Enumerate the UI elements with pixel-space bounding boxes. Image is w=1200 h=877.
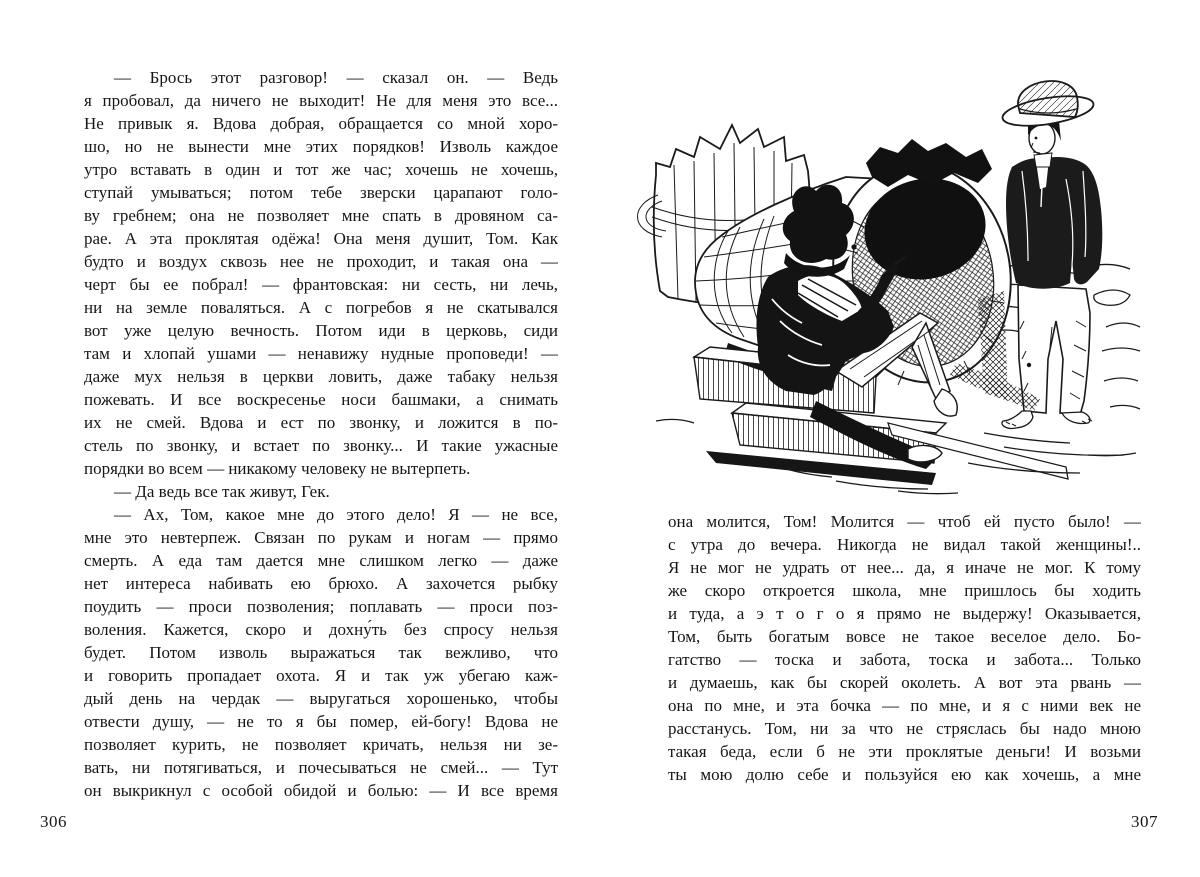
- paragraph: [84, 66, 558, 480]
- text-line: будет. Потом изволь выражаться так вежливо, что: [84, 643, 558, 662]
- text-line: — Брось этот разговор! — сказал он. — Ведь: [114, 68, 558, 87]
- text-line: будто и воздух сквозь нее не проходит, и такая она —: [84, 252, 558, 271]
- paragraph: [84, 480, 558, 503]
- text-line: пожевать. И все воскресенье носи башмаки, а снимать: [84, 390, 558, 409]
- paragraph: [668, 510, 1141, 786]
- text-line: Я не мог не удрать от нее... да, я иначе не мог. К тому: [668, 558, 1141, 577]
- text-line: вот уже целую вечность. Потом иди в церковь, сиди: [84, 321, 558, 340]
- text-line: ты мою долю себе и пользуйся ею как хочешь, а мне: [668, 765, 1141, 784]
- engraving-svg: [636, 58, 1148, 498]
- text-line: рае. А эта проклятая одёжа! Она меня душит, Том. Как: [84, 229, 558, 248]
- text-line: стель по звонку, и встает по звонку... И такие ужасные: [84, 436, 558, 455]
- text-line: отвести душу, — не то я бы помер, ей-богу! Вдова не: [84, 712, 558, 731]
- right-page-number: 307: [1131, 812, 1158, 831]
- text-line: расстанусь. Том, ни за что не стряслась бы надо мною: [668, 719, 1141, 738]
- text-line: мне это невтерпеж. Связан по рукам и ногам — прямо: [84, 528, 558, 547]
- text-line: нет интереса набивать ею брюхо. А захочется рыбку: [84, 574, 558, 593]
- text-line: там и хлопай ушами — ненавижу нудные проповеди! —: [84, 344, 558, 363]
- text-line: поудить — проси позволения; поплавать — проси поз-: [84, 597, 558, 616]
- text-line: вать, ни потягиваться, и почесываться не смей... — Тут: [84, 758, 558, 777]
- text-line: ни на земле поваляться. А с погребов я не скатывался: [84, 298, 558, 317]
- text-line: порядки во всем — никакому человеку не вытерпеть.: [84, 459, 471, 478]
- text-line: воления. Кажется, скоро и дохну́ть без спросу нельзя: [84, 620, 558, 639]
- paragraph: [84, 503, 558, 802]
- text-line: я пробовал, да ничего не выходит! Не для меня это все...: [84, 91, 558, 110]
- text-line: — Да ведь все так живут, Гек.: [114, 482, 330, 501]
- text-line: ву гребнем; она не позволяет мне спать в дровяном са-: [84, 206, 558, 225]
- text-line: даже мух нельзя в церкви ловить, даже табаку нельзя: [84, 367, 558, 386]
- left-page-text: [84, 66, 558, 802]
- text-line: Том, быть богатым вовсе не такое веселое дело. Бо-: [668, 627, 1141, 646]
- text-line: черт бы ее побрал! — франтовская: ни сесть, ни лечь,: [84, 275, 558, 294]
- text-line: он выкрикнул с особой обидой и болью: — И все время: [84, 781, 558, 800]
- right-page-text: [668, 510, 1141, 786]
- text-line: их не смей. Вдова и ест по звонку, и ложится в по-: [84, 413, 558, 432]
- text-line: утро вставать в один и тот же час; хочешь не хочешь,: [84, 160, 558, 179]
- text-line: она молится, Том! Молится — чтоб ей пусто было! —: [668, 512, 1141, 531]
- text-line: — Ах, Том, какое мне до этого дело! Я — не все,: [114, 505, 558, 524]
- text-line: ступай умываться; потом тебе зверски царапают голо-: [84, 183, 558, 202]
- illustration-huck-tom-barrel: [636, 58, 1148, 498]
- text-line: и говорить пропадает охота. Я и так уж убегаю каж-: [84, 666, 558, 685]
- text-line: и туда, а э т о г о я прямо не выдержу! Оказывается,: [668, 604, 1141, 623]
- text-line: Не привык я. Вдова добрая, обращается со мной хоро-: [84, 114, 558, 133]
- text-line: гатство — тоска и забота, тоска и забота... Только: [668, 650, 1141, 669]
- text-line: она по мне, и эта бочка — по мне, и я с ними век не: [668, 696, 1141, 715]
- text-line: шо, но не вынести мне этих порядков! Изволь каждое: [84, 137, 558, 156]
- text-line: и думаешь, как бы скорей околеть. А вот эта рвань —: [668, 673, 1141, 692]
- text-line: смерть. А еда там дается мне слишком легко — даже: [84, 551, 558, 570]
- text-line: позволяет курить, не позволяет кричать, нельзя ни зе-: [84, 735, 558, 754]
- text-line: дый день на чердак — выругаться хорошенько, чтобы: [84, 689, 558, 708]
- text-line: такая беда, если б не эти проклятые деньги! И возьми: [668, 742, 1141, 761]
- text-line: с утра до вечера. Никогда не видал такой женщины!..: [668, 535, 1141, 554]
- left-page-number: 306: [40, 812, 67, 831]
- text-line: же скоро откроется школа, мне пришлось бы ходить: [668, 581, 1141, 600]
